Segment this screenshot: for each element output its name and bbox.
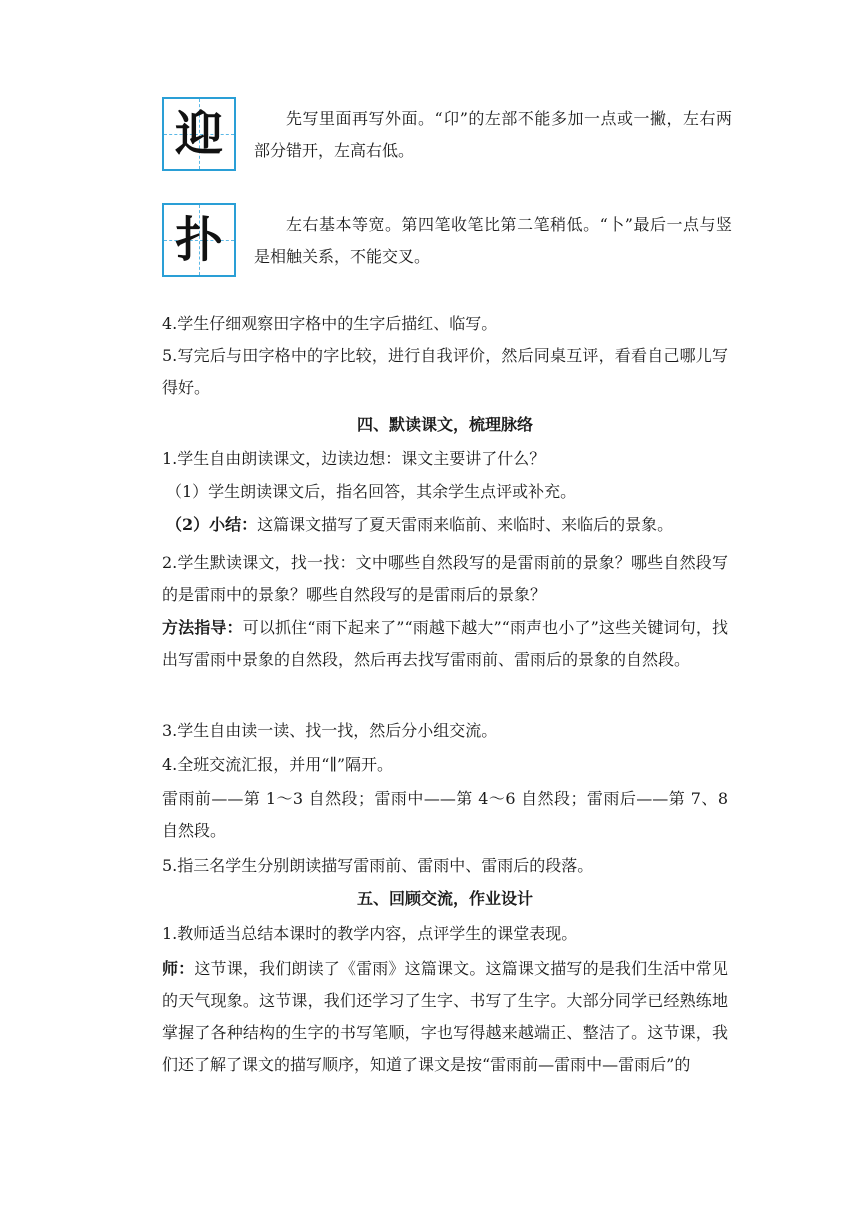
paragraph: 4.全班交流汇报，并用“∥”隔开。 xyxy=(162,755,394,774)
paragraph: 5.写完后与田字格中的字比较，进行自我评价，然后同桌互评，看看自己哪儿写得好。 xyxy=(162,346,728,397)
paragraph: （1）学生朗读课文后，指名回答，其余学生点评或补充。 xyxy=(166,482,577,501)
method-label: 方法指导： xyxy=(162,618,243,637)
method-text: 可以抓住“雨下起来了”“雨越下越大”“雨声也小了”这些关键词句，找出写雷雨中景象的自然段，然后再去找写雷雨前、雷雨后的景象的自然段。 xyxy=(162,618,728,669)
paragraph: 1.学生自由朗读课文，边读边想：课文主要讲了什么？ xyxy=(162,449,546,468)
char-card-ying xyxy=(162,97,742,177)
paragraph: 雷雨前——第 1～3 自然段；雷雨中——第 4～6 自然段；雷雨后——第 7、8 自然段。 xyxy=(162,789,728,840)
summary-label: （2）小结： xyxy=(166,515,258,534)
teacher-text: 这节课，我们朗读了《雷雨》这篇课文。这篇课文描写的是我们生活中常见的天气现象。这节课，我们还学习了生字、书写了生字。大部分同学已经熟练地掌握了各种结构的生字的书写笔顺，字也写得越来越端正、整洁了。这节课，我们还了解了课文的描写顺序，知道了课文是按“雷雨前—雷雨中—雷雨后”的 xyxy=(162,959,728,1074)
method-paragraph xyxy=(162,612,728,676)
paragraph: 5.指三名学生分别朗读描写雷雨前、雷雨中、雷雨后的段落。 xyxy=(162,856,594,875)
char-card-pu xyxy=(162,203,742,283)
grid-character: 迎 xyxy=(174,106,223,162)
summary-paragraph xyxy=(166,509,732,541)
tianzige-grid xyxy=(162,97,236,171)
paragraph: 2.学生默读课文，找一找：文中哪些自然段写的是雷雨前的景象？哪些自然段写的是雷雨中的景象？哪些自然段写的是雷雨后的景象？ xyxy=(162,553,728,604)
char-writing-tip: 先写里面再写外面。“卬”的左部不能多加一点或一撇，左右两部分错开，左高右低。 xyxy=(254,109,732,160)
paragraph: 3.学生自由读一读、找一找，然后分小组交流。 xyxy=(162,721,498,740)
char-writing-tip: 左右基本等宽。第四笔收笔比第二笔稍低。“卜”最后一点与竖是相触关系，不能交叉。 xyxy=(254,215,732,266)
teacher-label: 师： xyxy=(162,959,195,978)
grid-character: 扑 xyxy=(174,212,223,268)
summary-text: 这篇课文描写了夏天雷雨来临前、来临时、来临后的景象。 xyxy=(257,515,674,534)
section-heading: 四、默读课文，梳理脉络 xyxy=(356,415,533,434)
paragraph: 1.教师适当总结本课时的教学内容，点评学生的课堂表现。 xyxy=(162,924,578,943)
paragraph: 4.学生仔细观察田字格中的生字后描红、临写。 xyxy=(162,314,498,333)
tianzige-grid xyxy=(162,203,236,277)
teacher-paragraph xyxy=(162,953,728,1081)
section-heading: 五、回顾交流，作业设计 xyxy=(356,889,533,908)
